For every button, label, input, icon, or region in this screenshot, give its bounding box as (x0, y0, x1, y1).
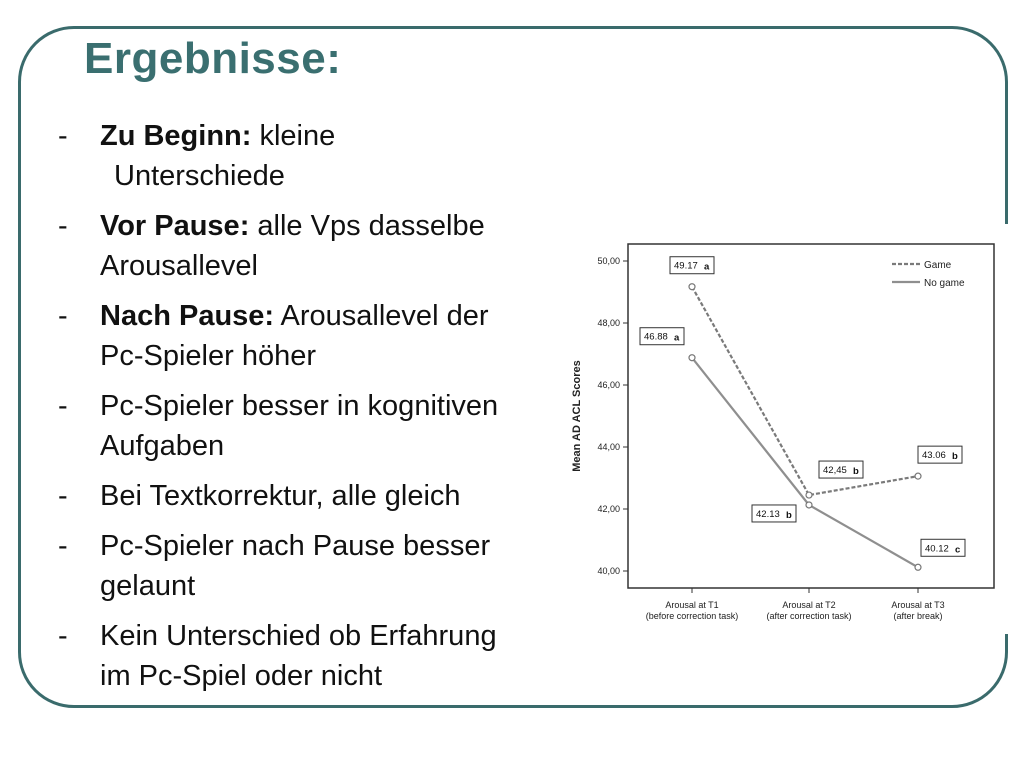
bullet-item (58, 476, 568, 516)
bullet-text (100, 206, 485, 286)
bullet-dash: - (58, 620, 68, 652)
bullet-dash: - (58, 390, 68, 422)
bullet-continuation: im Pc-Spiel oder nicht (100, 660, 383, 692)
legend-label-nogame: No game (924, 278, 965, 289)
x-tick-label: Arousal at T1 (665, 600, 719, 610)
y-tick-label: 40,00 (597, 566, 620, 576)
y-tick-label: 48,00 (597, 318, 620, 328)
bullet-main-text: Pc-Spieler besser in kognitiven (100, 390, 499, 422)
bullet-main-text: Kein Unterschied ob Erfahrung (100, 620, 497, 652)
y-tick-label: 50,00 (597, 256, 620, 266)
data-label-letter: a (674, 332, 680, 344)
chart-container (560, 224, 1010, 634)
series-line-nogame (692, 358, 918, 568)
bullet-main-text: Arousallevel der (274, 300, 489, 332)
bullet-text (100, 386, 498, 466)
data-point (689, 355, 695, 361)
legend-label-game: Game (924, 260, 952, 271)
data-label-letter: a (704, 261, 710, 273)
bullet-item (58, 296, 568, 376)
bullet-text (100, 116, 335, 196)
data-label-value: 42.13 (756, 508, 780, 520)
bullet-item (58, 386, 568, 466)
bullet-main-text: kleine (251, 120, 336, 152)
bullet-bold-label: Vor Pause: (100, 210, 250, 242)
line-chart (560, 224, 1010, 634)
bullet-bold-label: Nach Pause: (100, 300, 275, 332)
bullet-dash: - (58, 300, 68, 332)
bullet-item (58, 616, 568, 696)
y-tick-label: 42,00 (597, 504, 620, 514)
data-label-letter: c (955, 544, 961, 556)
data-label-letter: b (952, 451, 958, 463)
bullet-main-text: Pc-Spieler nach Pause besser (100, 530, 491, 562)
y-tick-label: 46,00 (597, 380, 620, 390)
bullet-dash: - (58, 210, 68, 242)
bullet-item (58, 526, 568, 606)
bullet-dash: - (58, 530, 68, 562)
data-label-letter: b (786, 509, 792, 521)
plot-frame (628, 244, 994, 588)
x-tick-sublabel: (after correction task) (766, 611, 852, 621)
series-line-game (692, 287, 918, 495)
bullet-main-text: alle Vps dasselbe (249, 210, 485, 242)
x-tick-sublabel: (after break) (893, 611, 943, 621)
y-tick-label: 44,00 (597, 442, 620, 452)
data-point (915, 564, 921, 570)
data-label-value: 46.88 (644, 331, 668, 343)
data-label-value: 40.12 (925, 543, 949, 555)
data-label-value: 42,45 (823, 465, 847, 477)
bullet-text (100, 296, 488, 376)
data-point (689, 284, 695, 290)
slide-title: Ergebnisse: (78, 34, 347, 84)
bullet-continuation: gelaunt (100, 570, 196, 602)
bullet-text (100, 616, 497, 696)
data-point (915, 473, 921, 479)
bullet-dash: - (58, 120, 68, 152)
x-tick-label: Arousal at T3 (891, 600, 945, 610)
bullet-continuation: Unterschiede (114, 160, 285, 192)
bullet-continuation: Arousallevel (100, 250, 258, 282)
data-point (806, 502, 812, 508)
bullet-item (58, 116, 568, 196)
data-label-value: 43.06 (922, 450, 946, 462)
bullet-text (100, 526, 490, 606)
bullet-dash: - (58, 480, 68, 512)
y-axis-label: Mean AD ACL Scores (571, 360, 583, 472)
data-label-letter: b (853, 466, 859, 478)
bullet-main-text: Bei Textkorrektur, alle gleich (100, 480, 461, 512)
bullet-text (100, 476, 461, 516)
bullet-list (58, 116, 568, 706)
bullet-bold-label: Zu Beginn: (100, 120, 252, 152)
x-tick-label: Arousal at T2 (782, 600, 836, 610)
bullet-continuation: Pc-Spieler höher (100, 340, 316, 372)
bullet-item (58, 206, 568, 286)
data-label-value: 49.17 (674, 260, 698, 272)
data-point (806, 492, 812, 498)
x-tick-sublabel: (before correction task) (645, 611, 739, 621)
bullet-continuation: Aufgaben (100, 430, 225, 462)
